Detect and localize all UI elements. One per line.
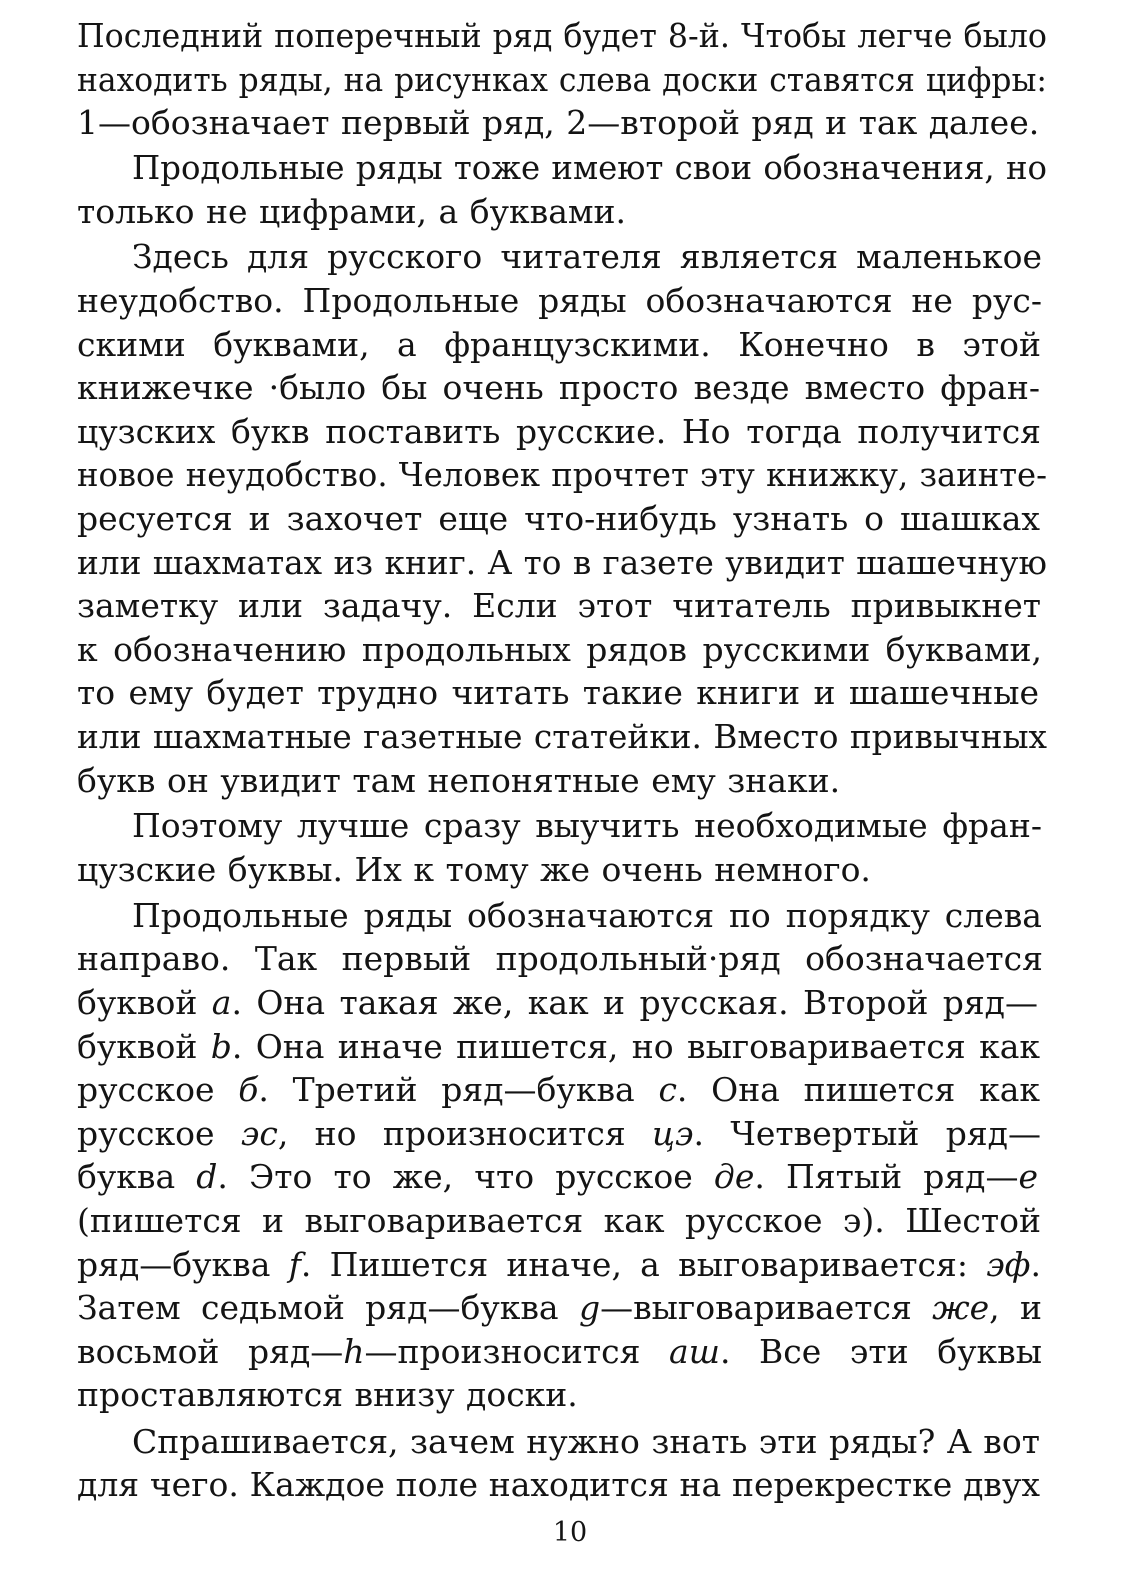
text-line: букв он увидит там непонятные ему знаки.: [77, 760, 841, 800]
text-line: проставляются внизу доски.: [77, 1375, 578, 1415]
text-line: или шахматах из книг. А то в газете увидит шашечную: [77, 542, 1047, 582]
text-line: новое неудобство. Человек прочтет эту книжку, заинте-: [77, 455, 1047, 495]
text-line: 1—обозначает первый ряд, 2—второй ряд и так далее.: [77, 103, 1040, 143]
paragraph: [77, 804, 1047, 891]
text-line: заметку или задачу. Если этот читатель привыкнет: [77, 586, 1041, 626]
paragraph: [77, 894, 1047, 1417]
paragraph: [77, 146, 1047, 233]
text-line: буквой b. Она иначе пишется, но выговаривается как: [77, 1026, 1040, 1066]
paragraph: [77, 14, 1047, 145]
text-line: ресуется и захочет еще что-нибудь узнать о шашках: [77, 499, 1040, 539]
text-line: Спрашивается, зачем нужно знать эти ряды? А вот: [132, 1421, 1040, 1461]
text-line: то ему будет трудно читать такие книги и шашечные: [77, 673, 1039, 713]
text-line: (пишется и выговаривается как русское э). Шестой: [77, 1201, 1041, 1241]
text-line: ряд—буква f. Пишется иначе, а выговаривается: эф.: [77, 1244, 1042, 1284]
text-line: Поэтому лучше сразу выучить необходимые фран-: [132, 806, 1042, 846]
text-line: неудобство. Продольные ряды обозначаются не рус-: [77, 281, 1042, 321]
text-line: скими буквами, а французскими. Конечно в этой: [77, 324, 1041, 364]
page-body: [77, 14, 1047, 1507]
text-line: книжечке ·было бы очень просто везде вместо фран-: [77, 368, 1040, 408]
text-line: восьмой ряд—h—произносится аш. Все эти буквы: [77, 1331, 1042, 1371]
text-line: русское эс, но произносится цэ. Четвертый ряд—: [77, 1113, 1041, 1153]
paragraph: [77, 235, 1047, 802]
text-line: Продольные ряды тоже имеют свои обозначения, но: [132, 148, 1047, 188]
text-line: только не цифрами, а буквами.: [77, 191, 627, 231]
text-line: Продольные ряды обозначаются по порядку слева: [132, 895, 1042, 935]
text-line: к обозначению продольных рядов русскими буквами,: [77, 629, 1042, 669]
text-line: направо. Так первый продольный·ряд обозначается: [77, 939, 1043, 979]
text-line: буквой a. Она такая же, как и русская. Второй ряд—: [77, 983, 1038, 1023]
text-line: цузских букв поставить русские. Но тогда получится: [77, 411, 1041, 451]
text-line: Затем седьмой ряд—буква g—выговаривается же, и: [77, 1288, 1042, 1328]
text-line: для чего. Каждое поле находится на перекрестке двух: [77, 1465, 1040, 1505]
text-line: буква d. Это то же, что русское де. Пятый ряд—e: [77, 1157, 1038, 1197]
paragraph: [77, 1420, 1047, 1507]
text-line: русское б. Третий ряд—буква c. Она пишется как: [77, 1070, 1040, 1110]
text-line: Здесь для русского читателя является маленькое: [132, 237, 1042, 277]
text-line: находить ряды, на рисунках слева доски ставятся цифры:: [77, 59, 1047, 99]
page-number: 10: [552, 1517, 588, 1548]
text-line: или шахматные газетные статейки. Вместо привычных: [77, 717, 1047, 756]
text-line: цузские буквы. Их к тому же очень немного.: [77, 849, 871, 889]
text-line: Последний поперечный ряд будет 8-й. Чтобы легче было: [77, 16, 1047, 55]
